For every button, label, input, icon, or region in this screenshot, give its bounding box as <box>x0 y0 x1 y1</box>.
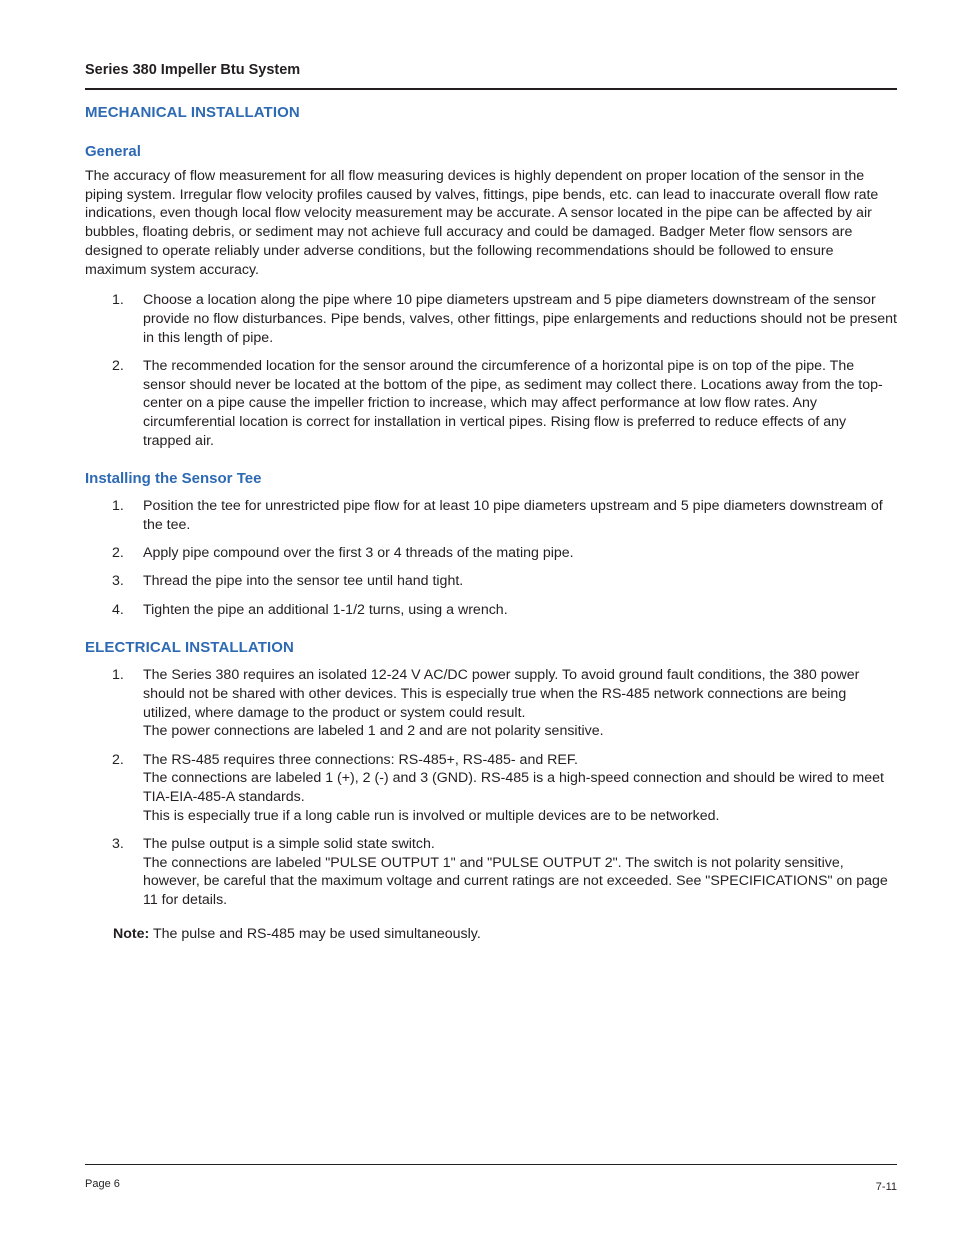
list-item <box>85 497 897 534</box>
list-item <box>85 357 897 451</box>
list-item-text: The Series 380 requires an isolated 12-24 V AC/DC power supply. To avoid ground fault conditions, the 380 power should not be shared with other devices. This is especially true when the RS-485 network connections are being utilized, where damage to the product or system could result. <box>143 667 860 721</box>
note <box>113 925 897 944</box>
installing-sensor-tee-heading: Installing the Sensor Tee <box>85 470 262 488</box>
electrical-list <box>85 666 897 909</box>
list-item-number: 2. <box>112 751 124 768</box>
list-item-text: Choose a location along the pipe where 10 pipe diameters upstream and 5 pipe diameters downstream of the sensor provide no flow disturbances. Pipe bends, valves, other fittings, pipe enlargements and reductions should not be present in this length of pipe. <box>143 292 897 346</box>
document-header-title: Series 380 Impeller Btu System <box>85 62 301 78</box>
sensor-tee-list <box>85 497 897 619</box>
list-item <box>85 601 897 620</box>
list-item-text: The pulse output is a simple solid state switch. <box>143 835 435 852</box>
list-item-number: 1. <box>112 292 124 309</box>
list-item-text: Position the tee for unrestricted pipe flow for at least 10 pipe diameters upstream and 5 pipe diameters downstream of the tee. <box>143 498 883 534</box>
general-heading: General <box>85 143 141 160</box>
general-paragraph: The accuracy of flow measurement for all flow measuring devices is highly dependent on proper location of the sensor in the piping system. Irregular flow velocity profiles caused by valves, fittings, pipe bends, etc. can lead to inaccurate overall flow rate indications, even though local flow velocity measurement may be accurate. A sensor located in the pipe can be affected by air bubbles, floating debris, or sediment may not achieve full accuracy and could be damaged. Badger Meter flow sensors are designed to operate reliably under adverse conditions, but the following recommendations should be followed to ensure maximum system accuracy. <box>85 168 879 278</box>
list-item <box>85 291 897 347</box>
list-item-number: 2. <box>112 357 124 374</box>
note-text: The pulse and RS-485 may be used simultaneously. <box>152 925 481 942</box>
list-item <box>85 751 897 826</box>
list-item-number: 3. <box>112 573 124 590</box>
document-body <box>85 104 897 944</box>
page-number: Page 6 <box>85 1178 120 1190</box>
list-item-text: This is especially true if a long cable run is involved or multiple devices are to be networked. <box>143 807 720 824</box>
list-item-text: Apply pipe compound over the first 3 or 4 threads of the mating pipe. <box>143 545 574 562</box>
list-item-text: The RS-485 requires three connections: RS-485+, RS-485- and REF. <box>143 751 578 768</box>
list-item <box>85 544 897 563</box>
document-code: 7-11 <box>875 1181 897 1193</box>
note-label: Note: <box>113 925 150 942</box>
list-item-number: 3. <box>112 835 124 852</box>
list-item-text: The recommended location for the sensor around the circumference of a horizontal pipe is on top of the pipe. The sensor should never be located at the bottom of the pipe, as sediment may collect there. Locations away from the top-center on a pipe cause the impeller friction to increase, which may affect performance at low flow rates. Any circumferential location is correct for installation in vertical pipes. Rising flow is preferred to reduce effects of any trapped air. <box>143 357 883 449</box>
list-item-text: Tighten the pipe an additional 1-1/2 turns, using a wrench. <box>143 601 508 618</box>
list-item-text: The connections are labeled 1 (+), 2 (-) and 3 (GND). RS-485 is a high-speed connection and should be wired to meet TIA-EIA-485-A standards. <box>143 770 884 806</box>
list-item <box>85 666 897 741</box>
electrical-installation-heading: ELECTRICAL INSTALLATION <box>85 639 294 657</box>
list-item-number: 1. <box>112 667 124 684</box>
list-item-number: 1. <box>112 498 124 515</box>
list-item-text: The power connections are labeled 1 and 2 and are not polarity sensitive. <box>143 723 604 740</box>
mechanical-installation-heading: MECHANICAL INSTALLATION <box>85 104 300 121</box>
list-item-number: 4. <box>112 601 124 618</box>
header-divider <box>85 88 897 90</box>
general-list <box>85 291 897 450</box>
list-item <box>85 835 897 910</box>
list-item <box>85 572 897 591</box>
footer-divider <box>85 1164 897 1165</box>
list-item-text: The connections are labeled "PULSE OUTPUT 1" and "PULSE OUTPUT 2". The switch is not polarity sensitive, however, be careful that the maximum voltage and current ratings are not exceeded. See "SPECIFICATIONS" on page 11 for details. <box>143 854 888 909</box>
list-item-text: Thread the pipe into the sensor tee until hand tight. <box>143 573 464 590</box>
list-item-number: 2. <box>112 545 124 562</box>
